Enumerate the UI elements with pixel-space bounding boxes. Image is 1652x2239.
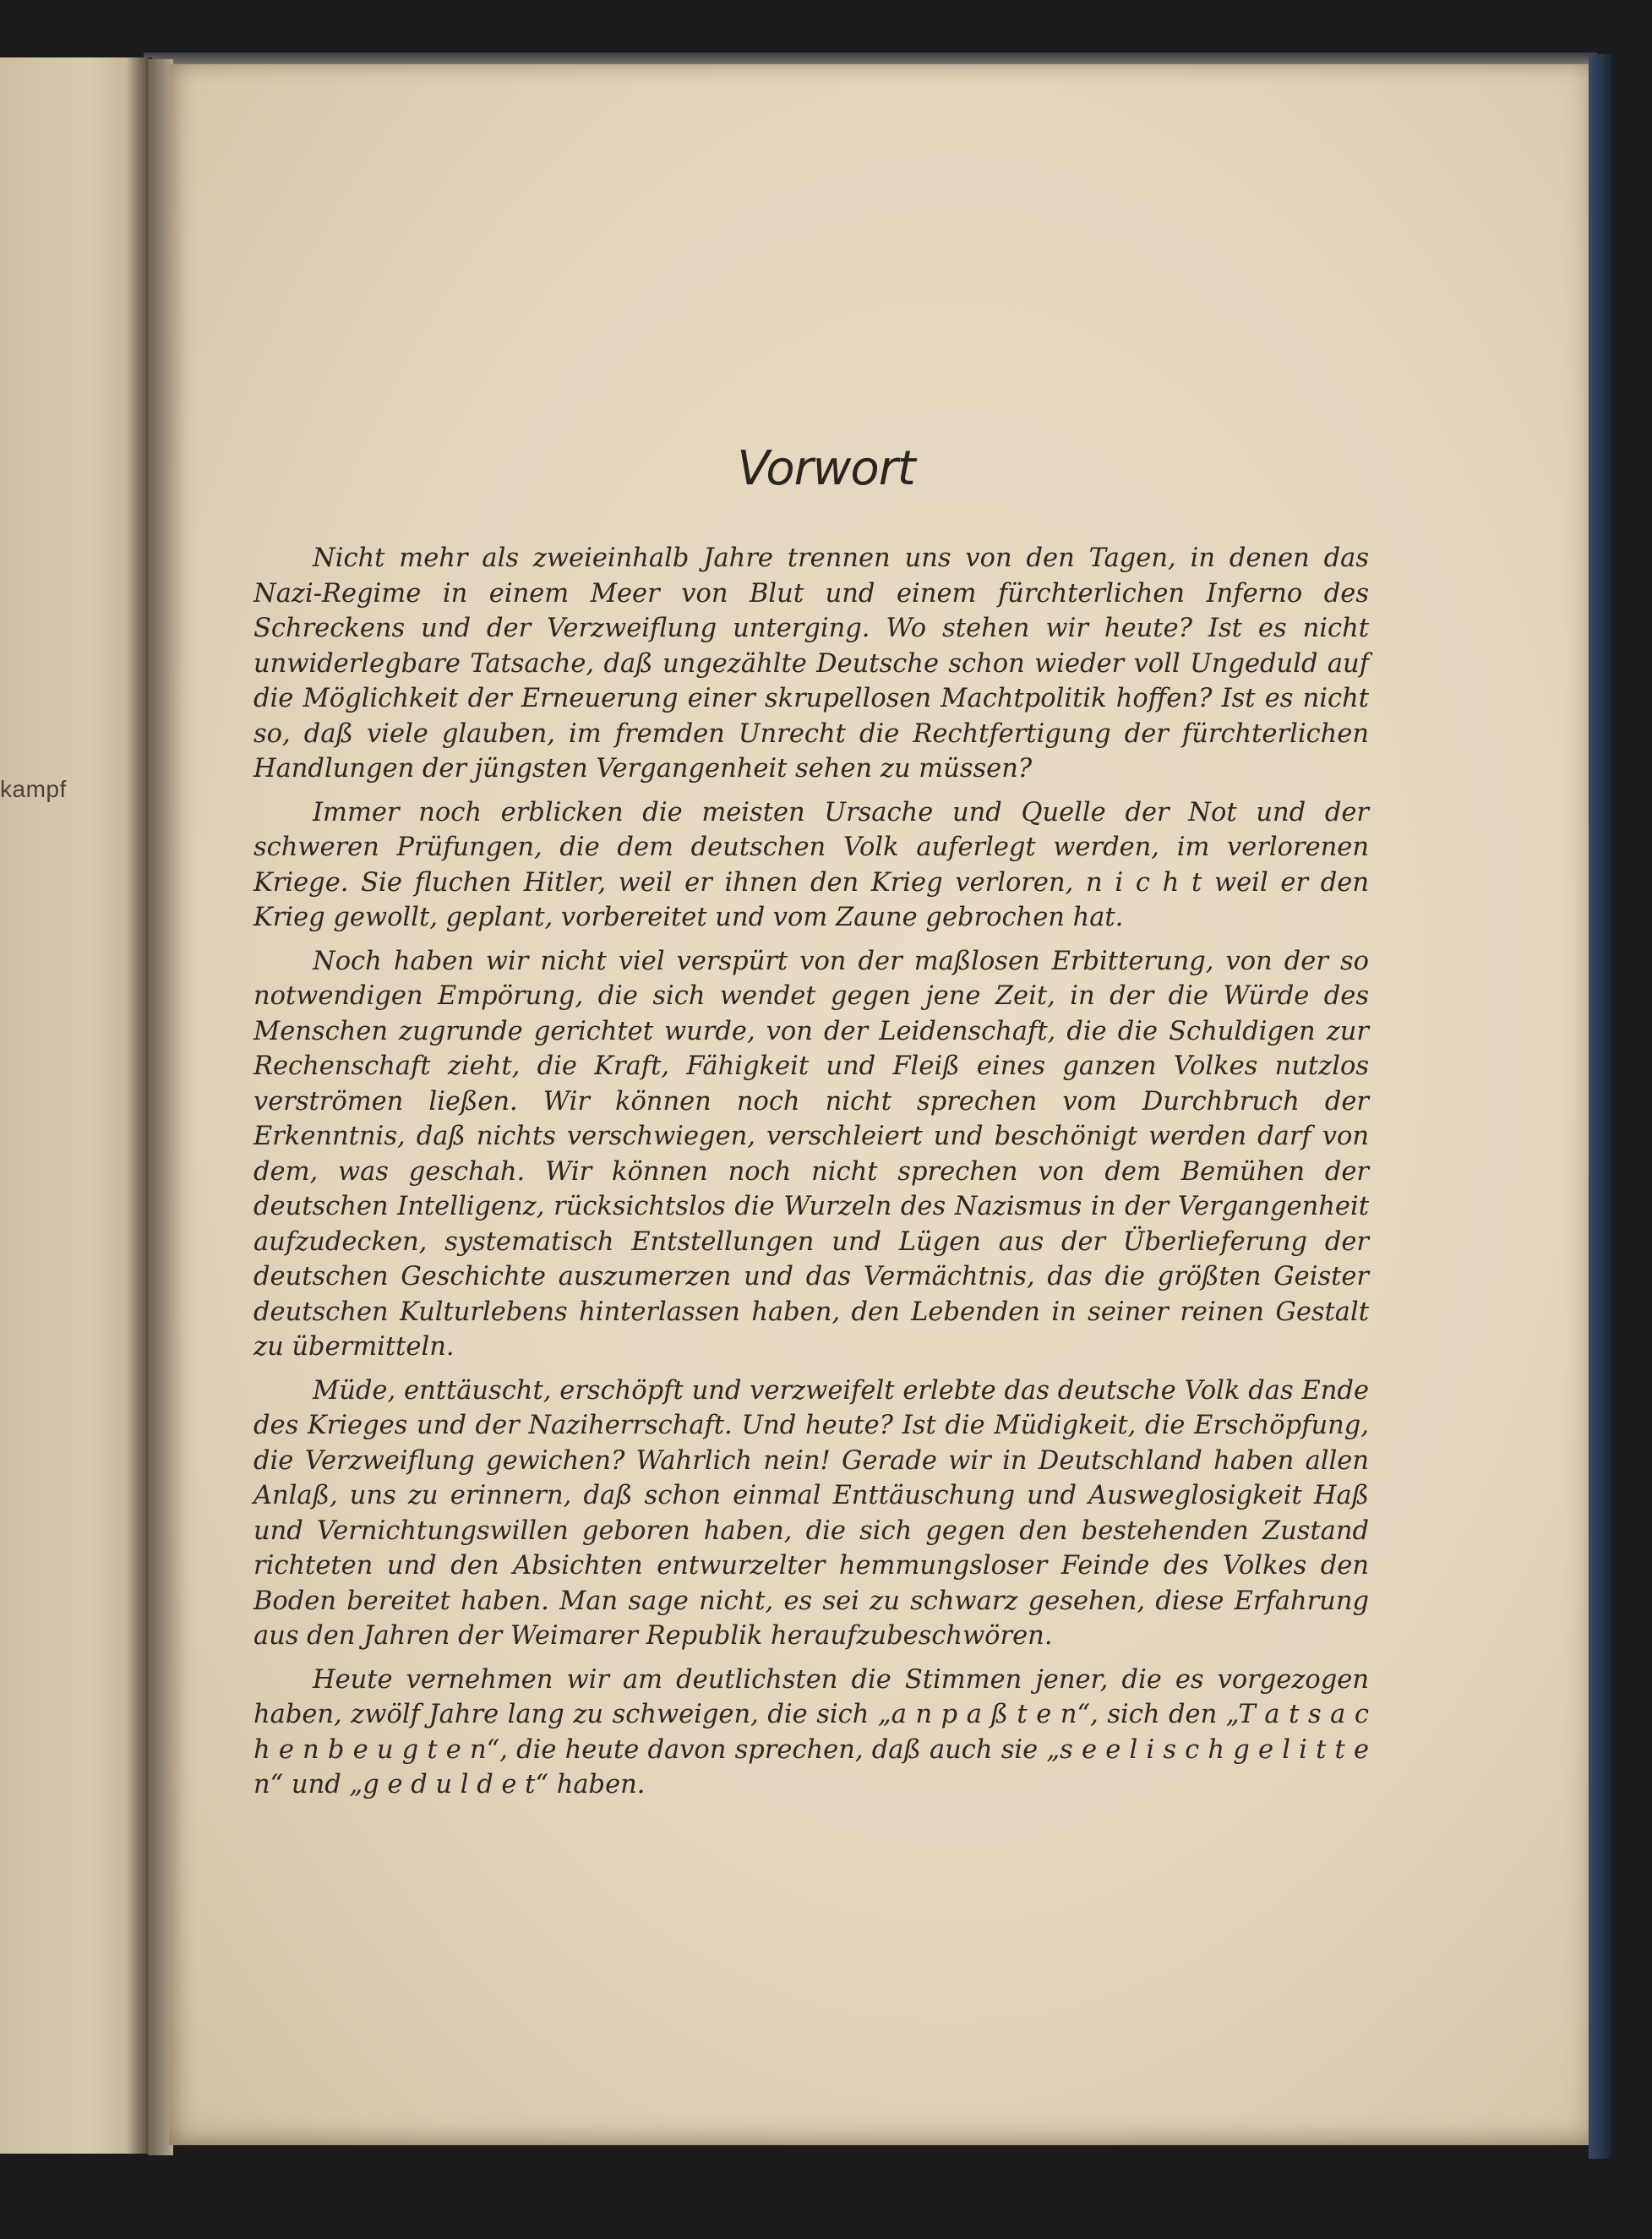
paragraph-1: Nicht mehr als zweieinhalb Jahre trennen uns von den Tagen, in denen das Nazi-Regime in einem Meer von Blut und einem fürchterlichen Inferno des Schreckens und der Verzweiflung unterging. Wo stehen wir heute? Ist es nicht unwiderlegbare Tatsache, daß ungezählte Deutsche schon wieder voll Ungeduld auf die Möglichkeit der Erneuerung einer skrupellosen Machtpolitik hoffen? Ist es nicht so, daß viele glauben, im fremden Unrecht die Rechtfertigung der fürchterlichen Handlungen der jüngsten Vergangenheit sehen zu müssen?	[254, 543, 1369, 784]
body-text	[254, 541, 1369, 1803]
paragraph-3: Noch haben wir nicht viel verspürt von der maßlosen Erbitterung, von der so notwendigen Empörung, die sich wendet gegen jene Zeit, in der die Würde des Menschen zugrunde gerichtet wurde, von der Leidenschaft, die die Schuldigen zur Rechenschaft zieht, die Kraft, Fähigkeit und Fleiß eines ganzen Volkes nutzlos verströmen ließen. Wir können noch nicht sprechen vom Durchbruch der Erkenntnis, daß nichts verschwiegen, verschleiert und beschönigt werden darf von dem, was geschah. Wir können noch nicht sprechen von dem Bemühen der deutschen Intelligenz, rücksichtslos die Wurzeln des Nazismus in der Vergangenheit aufzudecken, systematisch Entstellungen und Lügen aus der Überlieferung der deutschen Geschichte auszumerzen und das Vermächtnis, das die größten Geister deutschen Kulturlebens hinterlassen haben, den Lebenden in seiner reinen Gestalt zu übermitteln.	[254, 946, 1369, 1362]
book-cover-edge	[1589, 54, 1614, 2159]
paragraph-5: Heute vernehmen wir am deutlichsten die Stimmen jener, die es vorgezogen haben, zwölf Jahre lang zu schweigen, die sich „a n p a ß t e n“, sich den „T a t s a c h e n b e u g t e n“, die heute davon sprechen, daß auch sie „s e e l i s c h g e l i t t e n“ und „g e d u l d e t“ haben.	[254, 1664, 1369, 1799]
left-page	[0, 57, 148, 2154]
paragraph-4: Müde, enttäuscht, erschöpft und verzweifelt erlebte das deutsche Volk das Ende des Krieges und der Naziherrschaft. Und heute? Ist die Müdigkeit, die Erschöpfung, die Verzweiflung gewichen? Wahrlich nein! Gerade wir in Deutschland haben allen Anlaß, uns zu erinnern, daß schon einmal Enttäuschung und Ausweglosigkeit Haß und Vernichtungswillen geboren haben, die sich gegen den bestehenden Zustand richteten und den Absichten entwurzelter hemmungsloser Feinde des Volkes den Boden bereitet haben. Man sage nicht, es sei zu schwarz gesehen, diese Erfahrung aus den Jahren der Weimarer Republik heraufzubeschwören.	[254, 1375, 1369, 1651]
left-page-text-fragment: kampf	[0, 776, 67, 802]
page-title: Vorwort	[737, 441, 915, 496]
paragraph-2: Immer noch erblicken die meisten Ursache und Quelle der Not und der schweren Prüfungen, die dem deutschen Volk auferlegt werden, im verlorenen Kriege. Sie fluchen Hitler, weil er ihnen den Krieg verloren, n i c h t weil er den Krieg gewollt, geplant, vorbereitet und vom Zaune gebrochen hat.	[254, 797, 1369, 932]
